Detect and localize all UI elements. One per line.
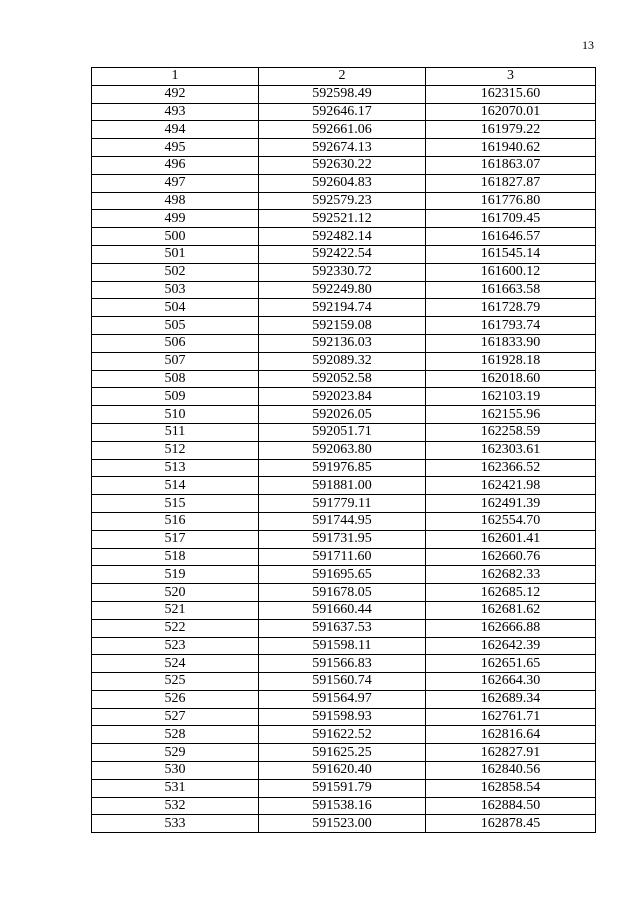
table-row	[92, 530, 596, 548]
table-row	[92, 779, 596, 797]
cell-point-number: 498	[92, 192, 259, 210]
cell-x-coordinate: 592521.12	[259, 210, 426, 228]
cell-point-number: 527	[92, 708, 259, 726]
cell-y-coordinate: 162682.33	[426, 566, 596, 584]
cell-x-coordinate: 591625.25	[259, 744, 426, 762]
cell-y-coordinate: 161663.58	[426, 281, 596, 299]
cell-point-number: 525	[92, 673, 259, 691]
table-body	[92, 85, 596, 832]
cell-y-coordinate: 162666.88	[426, 619, 596, 637]
cell-x-coordinate: 591779.11	[259, 495, 426, 513]
cell-y-coordinate: 161793.74	[426, 317, 596, 335]
table-row	[92, 388, 596, 406]
cell-point-number: 512	[92, 441, 259, 459]
cell-point-number: 499	[92, 210, 259, 228]
cell-point-number: 515	[92, 495, 259, 513]
cell-x-coordinate: 592674.13	[259, 139, 426, 157]
column-header-y: 3	[426, 68, 596, 86]
cell-y-coordinate: 162664.30	[426, 673, 596, 691]
cell-x-coordinate: 592604.83	[259, 174, 426, 192]
table-row	[92, 174, 596, 192]
cell-y-coordinate: 162878.45	[426, 815, 596, 833]
cell-y-coordinate: 162816.64	[426, 726, 596, 744]
cell-y-coordinate: 162689.34	[426, 690, 596, 708]
cell-point-number: 519	[92, 566, 259, 584]
cell-x-coordinate: 592159.08	[259, 317, 426, 335]
table-row	[92, 334, 596, 352]
table-row	[92, 566, 596, 584]
table-row	[92, 601, 596, 619]
cell-x-coordinate: 591731.95	[259, 530, 426, 548]
table-row	[92, 637, 596, 655]
cell-y-coordinate: 162103.19	[426, 388, 596, 406]
cell-y-coordinate: 162827.91	[426, 744, 596, 762]
cell-x-coordinate: 592579.23	[259, 192, 426, 210]
cell-y-coordinate: 162070.01	[426, 103, 596, 121]
cell-x-coordinate: 592646.17	[259, 103, 426, 121]
cell-y-coordinate: 162651.65	[426, 655, 596, 673]
cell-point-number: 528	[92, 726, 259, 744]
cell-point-number: 516	[92, 512, 259, 530]
column-header-point-number: 1	[92, 68, 259, 86]
cell-x-coordinate: 591881.00	[259, 477, 426, 495]
cell-y-coordinate: 161928.18	[426, 352, 596, 370]
cell-y-coordinate: 161833.90	[426, 334, 596, 352]
cell-y-coordinate: 162840.56	[426, 762, 596, 780]
cell-x-coordinate: 592052.58	[259, 370, 426, 388]
cell-point-number: 507	[92, 352, 259, 370]
coordinates-table	[91, 67, 596, 833]
cell-y-coordinate: 162258.59	[426, 423, 596, 441]
cell-x-coordinate: 592063.80	[259, 441, 426, 459]
cell-point-number: 523	[92, 637, 259, 655]
cell-x-coordinate: 591637.53	[259, 619, 426, 637]
cell-y-coordinate: 161940.62	[426, 139, 596, 157]
cell-x-coordinate: 591744.95	[259, 512, 426, 530]
cell-point-number: 493	[92, 103, 259, 121]
cell-y-coordinate: 162858.54	[426, 779, 596, 797]
cell-x-coordinate: 591660.44	[259, 601, 426, 619]
page-number: 13	[582, 38, 594, 52]
cell-x-coordinate: 592630.22	[259, 156, 426, 174]
table-row	[92, 762, 596, 780]
cell-point-number: 500	[92, 228, 259, 246]
cell-x-coordinate: 592598.49	[259, 85, 426, 103]
table-row	[92, 352, 596, 370]
cell-y-coordinate: 161646.57	[426, 228, 596, 246]
cell-point-number: 502	[92, 263, 259, 281]
cell-point-number: 497	[92, 174, 259, 192]
table-row	[92, 655, 596, 673]
cell-x-coordinate: 592330.72	[259, 263, 426, 281]
cell-x-coordinate: 591976.85	[259, 459, 426, 477]
cell-point-number: 518	[92, 548, 259, 566]
table-row	[92, 121, 596, 139]
table-row	[92, 441, 596, 459]
cell-point-number: 494	[92, 121, 259, 139]
cell-y-coordinate: 161709.45	[426, 210, 596, 228]
cell-point-number: 532	[92, 797, 259, 815]
cell-point-number: 531	[92, 779, 259, 797]
cell-x-coordinate: 592194.74	[259, 299, 426, 317]
cell-point-number: 503	[92, 281, 259, 299]
cell-y-coordinate: 162018.60	[426, 370, 596, 388]
cell-x-coordinate: 592249.80	[259, 281, 426, 299]
table-row	[92, 103, 596, 121]
cell-point-number: 522	[92, 619, 259, 637]
table-row	[92, 245, 596, 263]
cell-x-coordinate: 592023.84	[259, 388, 426, 406]
table-row	[92, 477, 596, 495]
cell-point-number: 524	[92, 655, 259, 673]
cell-y-coordinate: 162303.61	[426, 441, 596, 459]
table-row	[92, 210, 596, 228]
table-row	[92, 281, 596, 299]
cell-x-coordinate: 592136.03	[259, 334, 426, 352]
cell-point-number: 530	[92, 762, 259, 780]
cell-x-coordinate: 591538.16	[259, 797, 426, 815]
table-row	[92, 495, 596, 513]
cell-x-coordinate: 591564.97	[259, 690, 426, 708]
cell-x-coordinate: 592089.32	[259, 352, 426, 370]
cell-x-coordinate: 591598.11	[259, 637, 426, 655]
cell-y-coordinate: 162681.62	[426, 601, 596, 619]
cell-y-coordinate: 161545.14	[426, 245, 596, 263]
table-row	[92, 726, 596, 744]
cell-point-number: 533	[92, 815, 259, 833]
cell-point-number: 521	[92, 601, 259, 619]
cell-point-number: 509	[92, 388, 259, 406]
cell-x-coordinate: 591711.60	[259, 548, 426, 566]
table-row	[92, 548, 596, 566]
cell-point-number: 501	[92, 245, 259, 263]
cell-y-coordinate: 162761.71	[426, 708, 596, 726]
table-header-row	[92, 68, 596, 86]
table-row	[92, 459, 596, 477]
cell-point-number: 495	[92, 139, 259, 157]
cell-y-coordinate: 162366.52	[426, 459, 596, 477]
cell-point-number: 505	[92, 317, 259, 335]
table-row	[92, 512, 596, 530]
table-row	[92, 797, 596, 815]
cell-point-number: 504	[92, 299, 259, 317]
cell-point-number: 513	[92, 459, 259, 477]
cell-y-coordinate: 161827.87	[426, 174, 596, 192]
cell-point-number: 492	[92, 85, 259, 103]
cell-x-coordinate: 592661.06	[259, 121, 426, 139]
cell-y-coordinate: 162155.96	[426, 406, 596, 424]
cell-x-coordinate: 591591.79	[259, 779, 426, 797]
cell-x-coordinate: 591678.05	[259, 584, 426, 602]
cell-point-number: 496	[92, 156, 259, 174]
column-header-x: 2	[259, 68, 426, 86]
table-row	[92, 139, 596, 157]
cell-x-coordinate: 592482.14	[259, 228, 426, 246]
cell-y-coordinate: 161863.07	[426, 156, 596, 174]
table-row	[92, 744, 596, 762]
cell-point-number: 510	[92, 406, 259, 424]
cell-y-coordinate: 162554.70	[426, 512, 596, 530]
cell-y-coordinate: 161600.12	[426, 263, 596, 281]
table-row	[92, 228, 596, 246]
table-row	[92, 317, 596, 335]
cell-y-coordinate: 162660.76	[426, 548, 596, 566]
table-row	[92, 584, 596, 602]
table-row	[92, 673, 596, 691]
cell-y-coordinate: 162642.39	[426, 637, 596, 655]
cell-point-number: 511	[92, 423, 259, 441]
cell-y-coordinate: 161979.22	[426, 121, 596, 139]
cell-y-coordinate: 162421.98	[426, 477, 596, 495]
table-row	[92, 690, 596, 708]
cell-x-coordinate: 591598.93	[259, 708, 426, 726]
cell-point-number: 520	[92, 584, 259, 602]
cell-y-coordinate: 162601.41	[426, 530, 596, 548]
cell-point-number: 506	[92, 334, 259, 352]
cell-x-coordinate: 591620.40	[259, 762, 426, 780]
cell-point-number: 526	[92, 690, 259, 708]
cell-y-coordinate: 162491.39	[426, 495, 596, 513]
cell-x-coordinate: 591560.74	[259, 673, 426, 691]
cell-point-number: 514	[92, 477, 259, 495]
cell-x-coordinate: 591695.65	[259, 566, 426, 584]
table-row	[92, 156, 596, 174]
cell-x-coordinate: 591622.52	[259, 726, 426, 744]
cell-y-coordinate: 162315.60	[426, 85, 596, 103]
table-row	[92, 370, 596, 388]
table-row	[92, 406, 596, 424]
cell-point-number: 529	[92, 744, 259, 762]
cell-x-coordinate: 591566.83	[259, 655, 426, 673]
cell-point-number: 508	[92, 370, 259, 388]
cell-x-coordinate: 592051.71	[259, 423, 426, 441]
table-row	[92, 619, 596, 637]
cell-x-coordinate: 592422.54	[259, 245, 426, 263]
cell-x-coordinate: 592026.05	[259, 406, 426, 424]
cell-y-coordinate: 162685.12	[426, 584, 596, 602]
table-row	[92, 299, 596, 317]
table-row	[92, 815, 596, 833]
table-row	[92, 85, 596, 103]
cell-x-coordinate: 591523.00	[259, 815, 426, 833]
cell-y-coordinate: 161776.80	[426, 192, 596, 210]
table-row	[92, 423, 596, 441]
table-row	[92, 708, 596, 726]
cell-point-number: 517	[92, 530, 259, 548]
table-row	[92, 263, 596, 281]
cell-y-coordinate: 162884.50	[426, 797, 596, 815]
cell-y-coordinate: 161728.79	[426, 299, 596, 317]
table-row	[92, 192, 596, 210]
